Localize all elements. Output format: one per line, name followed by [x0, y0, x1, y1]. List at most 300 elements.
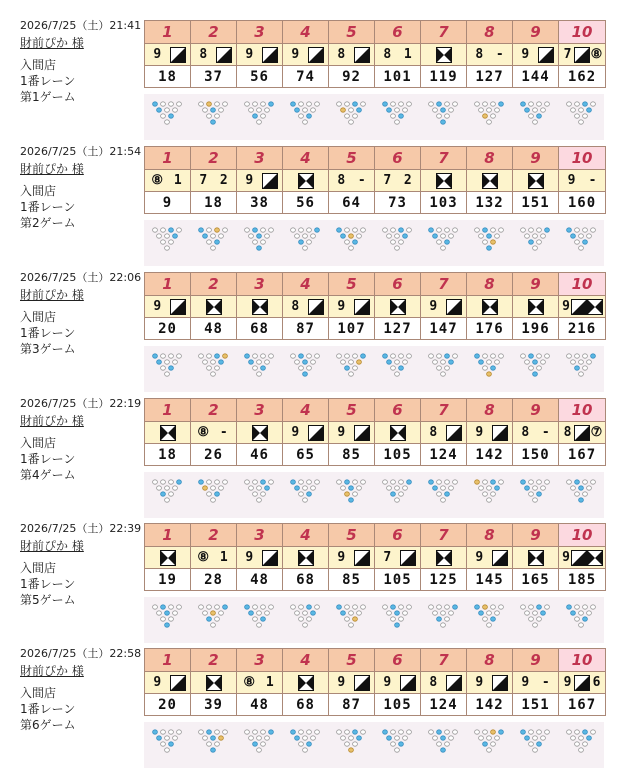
frame-number: 3: [237, 21, 283, 43]
strike-mark: [527, 298, 544, 315]
frame-number: 8: [467, 524, 513, 546]
frame-number: 6: [375, 524, 421, 546]
spare-mark: [491, 549, 508, 566]
spare-mark: [574, 46, 590, 63]
frame-score: 150: [513, 443, 559, 466]
strike-mark: [205, 298, 222, 315]
spare-mark: [307, 298, 324, 315]
roll-value: 8: [429, 675, 438, 690]
pin-diagram: [144, 722, 190, 768]
frame-number: 4: [283, 399, 329, 421]
roll-value: -: [357, 173, 366, 188]
frame-rolls: [559, 546, 605, 568]
lane-label: 1番レーン: [20, 452, 76, 466]
roll-row: [145, 43, 605, 65]
frame-score: 73: [375, 191, 421, 214]
frame-score: 147: [421, 317, 467, 340]
lane-label: 1番レーン: [20, 577, 76, 591]
roll-value: 2: [403, 173, 412, 188]
frame-number: 4: [283, 524, 329, 546]
frame-rolls: [191, 295, 237, 317]
frame-score: 26: [191, 443, 237, 466]
frame-number: 1: [145, 147, 191, 169]
frame-rolls: [421, 169, 467, 191]
frame-score: 38: [237, 191, 283, 214]
frame-number: 9: [513, 147, 559, 169]
score-row: [145, 693, 605, 716]
frame-score: 20: [145, 317, 191, 340]
roll-value: 9: [337, 299, 346, 314]
frame-score: 105: [375, 443, 421, 466]
game-record: [0, 252, 635, 376]
roll-value: 9: [337, 425, 346, 440]
frame-number: 7: [421, 524, 467, 546]
frame-number: 1: [145, 524, 191, 546]
frame-score: 18: [191, 191, 237, 214]
roll-value: 9: [567, 173, 576, 188]
roll-value: -: [495, 47, 504, 62]
frame-score: 68: [237, 317, 283, 340]
strike-mark: [297, 172, 314, 189]
frame-number: 5: [329, 21, 375, 43]
scoreboard: [144, 523, 606, 591]
frame-score: 162: [559, 65, 605, 88]
roll-value: 1: [265, 675, 274, 690]
score-row: [145, 568, 605, 591]
frame-score: 151: [513, 693, 559, 716]
game-datetime: 2026/7/25（土）21:41: [20, 19, 142, 32]
frame-number: 4: [283, 649, 329, 671]
frame-rolls: [145, 295, 191, 317]
frame-rolls: [467, 546, 513, 568]
frame-rolls: [513, 671, 559, 693]
player-name-link[interactable]: 財前ぴか 様: [20, 539, 84, 553]
frame-score: 48: [237, 693, 283, 716]
frame-number: 2: [191, 524, 237, 546]
spare-mark: [307, 424, 324, 441]
strike-mark: [435, 172, 452, 189]
frame-rolls: [283, 295, 329, 317]
roll-value: 9: [383, 675, 392, 690]
frame-number: 1: [145, 273, 191, 295]
frame-number: 5: [329, 399, 375, 421]
roll-value: 9: [337, 550, 346, 565]
pin-diagram: [420, 722, 466, 768]
frame-number: 3: [237, 273, 283, 295]
score-row: [145, 191, 605, 214]
player-name-link[interactable]: 財前ぴか 様: [20, 288, 84, 302]
frame-score: 18: [145, 65, 191, 88]
frame-rolls: [283, 546, 329, 568]
frame-rolls: [191, 43, 237, 65]
frame-score: 142: [467, 443, 513, 466]
frame-score: 20: [145, 693, 191, 716]
spare-mark: [353, 298, 370, 315]
roll-value: 8: [521, 425, 530, 440]
score-row: [145, 317, 605, 340]
frame-number: 1: [145, 21, 191, 43]
roll-row: [145, 295, 605, 317]
frame-number: 10: [559, 147, 605, 169]
spare-mark: [307, 46, 324, 63]
frame-number: 6: [375, 21, 421, 43]
scoreboard: [144, 20, 606, 88]
frame-number: 10: [559, 649, 605, 671]
roll-value: 9: [475, 675, 484, 690]
pin-diagram: [512, 722, 558, 768]
frame-number: 3: [237, 147, 283, 169]
frame-rolls: [237, 671, 283, 693]
frame-rolls: [467, 295, 513, 317]
frame-number: 6: [375, 649, 421, 671]
frame-score: 185: [559, 568, 605, 591]
frame-number: 8: [467, 147, 513, 169]
frame-rolls: [559, 43, 605, 65]
center-name: 入間店: [20, 184, 57, 198]
strike-mark: [435, 549, 452, 566]
frame-number: 4: [283, 147, 329, 169]
frame-rolls: [191, 421, 237, 443]
frame-score: 85: [329, 443, 375, 466]
frame-rolls: [559, 169, 605, 191]
roll-value: 9: [153, 47, 162, 62]
frame-score: 101: [375, 65, 421, 88]
roll-value: 9: [429, 299, 438, 314]
spare-mark: [537, 46, 554, 63]
strike-mark: [389, 298, 406, 315]
frame-rolls: [559, 671, 605, 693]
game-info: [20, 0, 145, 105]
frame-score: 105: [375, 693, 421, 716]
strike-mark: [297, 674, 314, 691]
frame-rolls: [145, 421, 191, 443]
frame-header-row: [145, 21, 605, 43]
roll-row: [145, 546, 605, 568]
frame-score: 142: [467, 693, 513, 716]
roll-value: 9: [153, 675, 162, 690]
spare-mark: [353, 674, 370, 691]
spare-mark: [445, 424, 462, 441]
roll-value: 1: [173, 173, 182, 188]
frame-score: 92: [329, 65, 375, 88]
frame-rolls: [329, 169, 375, 191]
frame-score: 65: [283, 443, 329, 466]
spare-mark: [261, 549, 278, 566]
frame-rolls: [237, 546, 283, 568]
pin-diagram-row: [144, 722, 604, 768]
frame-number: 2: [191, 273, 237, 295]
roll-row: [145, 421, 605, 443]
strike-mark: [587, 298, 603, 315]
frame-header-row: [145, 649, 605, 671]
frame-rolls: [329, 421, 375, 443]
frame-number: 6: [375, 399, 421, 421]
frame-rolls: [421, 546, 467, 568]
center-name: 入間店: [20, 686, 57, 700]
frame-number: 8: [467, 273, 513, 295]
game-datetime: 2026/7/25（土）22:58: [20, 647, 142, 660]
frame-rolls: [513, 421, 559, 443]
spare-mark: [215, 46, 232, 63]
frame-score: 46: [237, 443, 283, 466]
frame-number: 8: [467, 649, 513, 671]
roll-value: 9: [562, 550, 570, 565]
frame-score: 107: [329, 317, 375, 340]
frame-score: 56: [237, 65, 283, 88]
frame-number: 10: [559, 399, 605, 421]
spare-mark: [399, 549, 416, 566]
frame-header-row: [145, 399, 605, 421]
center-name: 入間店: [20, 436, 57, 450]
frame-rolls: [329, 671, 375, 693]
roll-value: 8: [475, 47, 484, 62]
strike-mark: [205, 674, 222, 691]
frame-score: 119: [421, 65, 467, 88]
game-number: 第2ゲーム: [20, 216, 76, 230]
roll-value: ⑧: [197, 550, 210, 565]
frame-rolls: [191, 546, 237, 568]
frame-number: 6: [375, 273, 421, 295]
pin-diagram: [374, 722, 420, 768]
frame-score: 105: [375, 568, 421, 591]
frame-score: 167: [559, 443, 605, 466]
strike-mark: [435, 46, 452, 63]
frame-score: 124: [421, 443, 467, 466]
frame-score: 48: [191, 317, 237, 340]
roll-value: 9: [521, 675, 530, 690]
frame-rolls: [145, 671, 191, 693]
frame-rolls: [375, 421, 421, 443]
roll-value: ⑧: [151, 173, 164, 188]
roll-value: -: [541, 425, 550, 440]
frame-rolls: [375, 546, 421, 568]
spare-mark: [261, 172, 278, 189]
frame-rolls: [283, 421, 329, 443]
strike-mark: [527, 172, 544, 189]
frame-number: 4: [283, 21, 329, 43]
strike-mark: [481, 298, 498, 315]
roll-value: 8: [337, 47, 346, 62]
frame-score: 19: [145, 568, 191, 591]
game-datetime: 2026/7/25（土）22:19: [20, 397, 142, 410]
frame-rolls: [191, 169, 237, 191]
frame-score: 87: [283, 317, 329, 340]
strike-mark: [251, 424, 268, 441]
player-name-link[interactable]: 財前ぴか 様: [20, 162, 84, 176]
frame-rolls: [145, 546, 191, 568]
roll-value: ⑦: [590, 425, 603, 440]
frame-rolls: [329, 43, 375, 65]
lane-label: 1番レーン: [20, 702, 76, 716]
spare-mark: [261, 46, 278, 63]
pin-diagram: [328, 722, 374, 768]
spare-mark: [445, 674, 462, 691]
roll-value: 9: [475, 425, 484, 440]
pin-diagram: [466, 722, 512, 768]
roll-value: 7: [383, 173, 392, 188]
frame-header-row: [145, 147, 605, 169]
strike-mark: [159, 549, 176, 566]
frame-number: 9: [513, 273, 559, 295]
frame-score: 167: [559, 693, 605, 716]
roll-value: 7: [563, 47, 572, 62]
frame-number: 7: [421, 147, 467, 169]
roll-value: -: [588, 173, 597, 188]
game-record: [0, 628, 635, 752]
roll-value: 9: [245, 550, 254, 565]
frame-number: 9: [513, 21, 559, 43]
frame-rolls: [237, 295, 283, 317]
frame-score: 68: [283, 693, 329, 716]
frame-number: 10: [559, 524, 605, 546]
frame-score: 37: [191, 65, 237, 88]
frame-rolls: [513, 295, 559, 317]
pin-diagram: [558, 722, 604, 768]
frame-number: 10: [559, 273, 605, 295]
frame-rolls: [467, 169, 513, 191]
strike-mark: [527, 549, 544, 566]
game-number: 第6ゲーム: [20, 718, 76, 732]
frame-score: 9: [145, 191, 191, 214]
frame-score: 151: [513, 191, 559, 214]
score-row: [145, 65, 605, 88]
frame-rolls: [237, 169, 283, 191]
frame-rolls: [283, 169, 329, 191]
game-record: [0, 126, 635, 250]
frame-rolls: [145, 169, 191, 191]
frame-rolls: [467, 43, 513, 65]
frame-number: 7: [421, 21, 467, 43]
scoreboard: [144, 146, 606, 214]
roll-value: 8: [291, 299, 300, 314]
frame-rolls: [467, 671, 513, 693]
frame-number: 2: [191, 147, 237, 169]
frame-rolls: [375, 671, 421, 693]
scoreboard: [144, 648, 606, 716]
roll-value: 9: [475, 550, 484, 565]
frame-number: 1: [145, 649, 191, 671]
center-name: 入間店: [20, 561, 57, 575]
game-datetime: 2026/7/25（土）22:39: [20, 522, 142, 535]
roll-value: 7: [383, 550, 392, 565]
frame-header-row: [145, 524, 605, 546]
frame-rolls: [421, 43, 467, 65]
frame-score: 87: [329, 693, 375, 716]
frame-rolls: [237, 421, 283, 443]
player-name-link[interactable]: 財前ぴか 様: [20, 414, 84, 428]
frame-rolls: [375, 295, 421, 317]
frame-rolls: [283, 671, 329, 693]
frame-score: 160: [559, 191, 605, 214]
frame-number: 7: [421, 399, 467, 421]
strike-mark: [587, 549, 603, 566]
spare-mark: [571, 549, 587, 566]
frame-score: 74: [283, 65, 329, 88]
pin-diagram: [282, 722, 328, 768]
scoreboard: [144, 398, 606, 466]
spare-mark: [445, 298, 462, 315]
frame-number: 2: [191, 649, 237, 671]
frame-score: 176: [467, 317, 513, 340]
frame-rolls: [559, 295, 605, 317]
pin-diagram: [236, 722, 282, 768]
frame-number: 5: [329, 273, 375, 295]
roll-value: ⑧: [590, 47, 603, 62]
spare-mark: [571, 298, 587, 315]
game-record: [0, 378, 635, 502]
game-number: 第3ゲーム: [20, 342, 76, 356]
frame-score: 196: [513, 317, 559, 340]
frame-score: 85: [329, 568, 375, 591]
game-info: [20, 378, 145, 483]
frame-score: 216: [559, 317, 605, 340]
player-name-link[interactable]: 財前ぴか 様: [20, 664, 84, 678]
frame-score: 18: [145, 443, 191, 466]
roll-value: 9: [291, 425, 300, 440]
frame-rolls: [513, 43, 559, 65]
spare-mark: [399, 674, 416, 691]
roll-value: 8: [337, 173, 346, 188]
strike-mark: [251, 298, 268, 315]
frame-score: 132: [467, 191, 513, 214]
spare-mark: [353, 46, 370, 63]
game-datetime: 2026/7/25（土）21:54: [20, 145, 142, 158]
frame-rolls: [191, 671, 237, 693]
spare-mark: [491, 674, 508, 691]
frame-number: 7: [421, 273, 467, 295]
frame-score: 145: [467, 568, 513, 591]
roll-value: 8: [199, 47, 208, 62]
spare-mark: [169, 298, 186, 315]
frame-rolls: [513, 169, 559, 191]
frame-score: 124: [421, 693, 467, 716]
roll-value: 8: [563, 425, 572, 440]
frame-rolls: [145, 43, 191, 65]
frame-score: 127: [375, 317, 421, 340]
lane-label: 1番レーン: [20, 200, 76, 214]
roll-value: 9: [337, 675, 346, 690]
frame-number: 4: [283, 273, 329, 295]
frame-rolls: [329, 295, 375, 317]
frame-number: 10: [559, 21, 605, 43]
roll-value: 9: [563, 675, 572, 690]
roll-value: 9: [291, 47, 300, 62]
frame-number: 9: [513, 524, 559, 546]
frame-number: 2: [191, 399, 237, 421]
spare-mark: [353, 424, 370, 441]
player-name-link[interactable]: 財前ぴか 様: [20, 36, 84, 50]
frame-score: 39: [191, 693, 237, 716]
game-info: [20, 126, 145, 231]
frame-rolls: [467, 421, 513, 443]
roll-value: 2: [219, 173, 228, 188]
center-name: 入間店: [20, 58, 57, 72]
lane-label: 1番レーン: [20, 326, 76, 340]
frame-number: 7: [421, 649, 467, 671]
frame-rolls: [513, 546, 559, 568]
spare-mark: [353, 549, 370, 566]
scoreboard: [144, 272, 606, 340]
roll-value: 1: [403, 47, 412, 62]
frame-number: 5: [329, 524, 375, 546]
frame-number: 3: [237, 399, 283, 421]
game-record: [0, 0, 635, 124]
frame-score: 68: [283, 568, 329, 591]
spare-mark: [491, 424, 508, 441]
game-info: [20, 628, 145, 733]
game-info: [20, 252, 145, 357]
frame-score: 165: [513, 568, 559, 591]
